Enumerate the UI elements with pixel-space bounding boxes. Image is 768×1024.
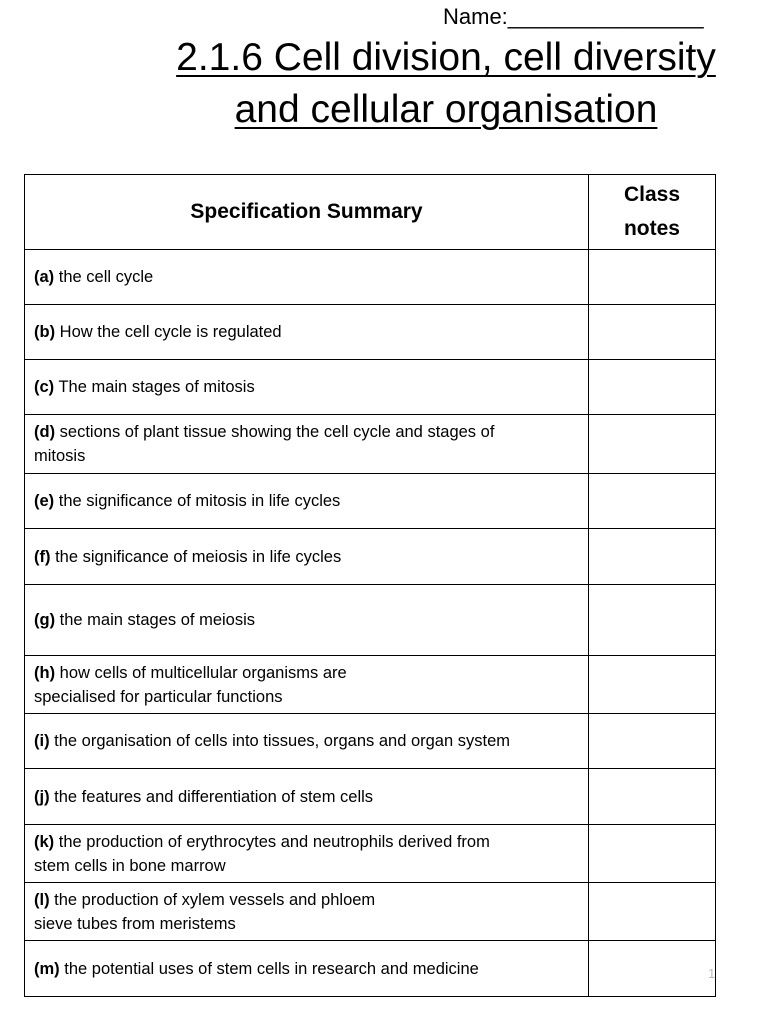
row-text: The main stages of mitosis bbox=[54, 378, 255, 396]
title-line-1: 2.1.6 Cell division, cell diversity bbox=[176, 36, 716, 79]
class-notes-cell[interactable] bbox=[589, 769, 716, 825]
class-notes-cell[interactable] bbox=[589, 474, 716, 529]
spec-summary-cell bbox=[25, 305, 589, 360]
table-row bbox=[25, 474, 716, 529]
row-letter: (d) bbox=[34, 423, 56, 441]
header-class-notes bbox=[589, 175, 716, 250]
row-text-continued: sieve tubes from meristems bbox=[34, 914, 236, 933]
row-letter: (k) bbox=[34, 832, 55, 851]
class-notes-cell[interactable] bbox=[589, 305, 716, 360]
spec-summary-cell bbox=[25, 415, 589, 474]
table-row bbox=[25, 305, 716, 360]
row-text: the cell cycle bbox=[54, 268, 154, 286]
row-text: the production of xylem vessels and phloem bbox=[49, 890, 376, 909]
table-row bbox=[25, 415, 716, 474]
row-letter: (f) bbox=[34, 547, 51, 566]
table-row bbox=[25, 250, 716, 305]
class-notes-cell[interactable] bbox=[589, 360, 716, 415]
row-letter: (j) bbox=[34, 787, 50, 806]
row-letter: (e) bbox=[34, 492, 55, 510]
table-row bbox=[25, 825, 716, 883]
row-text: the significance of mitosis in life cycles bbox=[54, 492, 341, 510]
class-notes-cell[interactable] bbox=[589, 656, 716, 714]
class-notes-cell[interactable] bbox=[589, 415, 716, 474]
row-letter: (c) bbox=[34, 378, 55, 396]
row-text: the significance of meiosis in life cycles bbox=[50, 547, 342, 566]
class-notes-cell[interactable] bbox=[589, 250, 716, 305]
row-text: the organisation of cells into tissues, organs and organ system bbox=[49, 732, 510, 750]
spec-summary-cell bbox=[25, 250, 589, 305]
header-specification-summary: Specification Summary bbox=[25, 175, 589, 250]
class-notes-cell[interactable] bbox=[589, 585, 716, 656]
spec-summary-cell bbox=[25, 941, 589, 997]
row-text: the potential uses of stem cells in research and medicine bbox=[59, 959, 479, 978]
spec-summary-cell bbox=[25, 883, 589, 941]
table-row bbox=[25, 941, 716, 997]
row-letter: (l) bbox=[34, 890, 50, 909]
title-line-2: and cellular organisation bbox=[234, 88, 658, 131]
row-letter: (h) bbox=[34, 663, 56, 682]
row-letter: (i) bbox=[34, 732, 50, 750]
spec-summary-cell bbox=[25, 769, 589, 825]
table-row bbox=[25, 883, 716, 941]
row-letter: (a) bbox=[34, 268, 55, 286]
page-title bbox=[150, 32, 742, 136]
row-text: how cells of multicellular organisms are bbox=[55, 663, 347, 682]
spec-summary-cell bbox=[25, 585, 589, 656]
row-text-continued: mitosis bbox=[34, 447, 86, 465]
name-field-label: Name:________________ bbox=[443, 4, 704, 29]
spec-summary-cell bbox=[25, 529, 589, 585]
table-row bbox=[25, 656, 716, 714]
table-row bbox=[25, 769, 716, 825]
class-notes-cell[interactable] bbox=[589, 883, 716, 941]
class-notes-cell[interactable] bbox=[589, 941, 716, 997]
table-row bbox=[25, 714, 716, 769]
class-notes-cell[interactable] bbox=[589, 714, 716, 769]
table-row bbox=[25, 360, 716, 415]
table-row bbox=[25, 585, 716, 656]
page-number: 1 bbox=[708, 966, 716, 981]
row-letter: (g) bbox=[34, 611, 56, 629]
class-notes-cell[interactable] bbox=[589, 529, 716, 585]
row-letter: (b) bbox=[34, 323, 56, 341]
spec-summary-cell bbox=[25, 474, 589, 529]
row-letter: (m) bbox=[34, 959, 60, 978]
row-text: the main stages of meiosis bbox=[55, 611, 256, 629]
specification-table bbox=[24, 174, 716, 997]
row-text: the production of erythrocytes and neutrophils derived from bbox=[54, 832, 490, 851]
row-text-continued: specialised for particular functions bbox=[34, 687, 283, 706]
row-text: the features and differentiation of stem cells bbox=[49, 787, 374, 806]
table-header-row bbox=[25, 175, 716, 250]
class-notes-cell[interactable] bbox=[589, 825, 716, 883]
header-class-notes-line-1: Class bbox=[623, 183, 681, 206]
row-text: sections of plant tissue showing the cell cycle and stages of bbox=[55, 423, 495, 441]
spec-summary-cell bbox=[25, 825, 589, 883]
spec-summary-cell bbox=[25, 360, 589, 415]
header-class-notes-line-2: notes bbox=[623, 217, 680, 240]
table-row bbox=[25, 529, 716, 585]
row-text: How the cell cycle is regulated bbox=[55, 323, 282, 341]
row-text-continued: stem cells in bone marrow bbox=[34, 856, 226, 875]
spec-summary-cell bbox=[25, 714, 589, 769]
spec-summary-cell bbox=[25, 656, 589, 714]
